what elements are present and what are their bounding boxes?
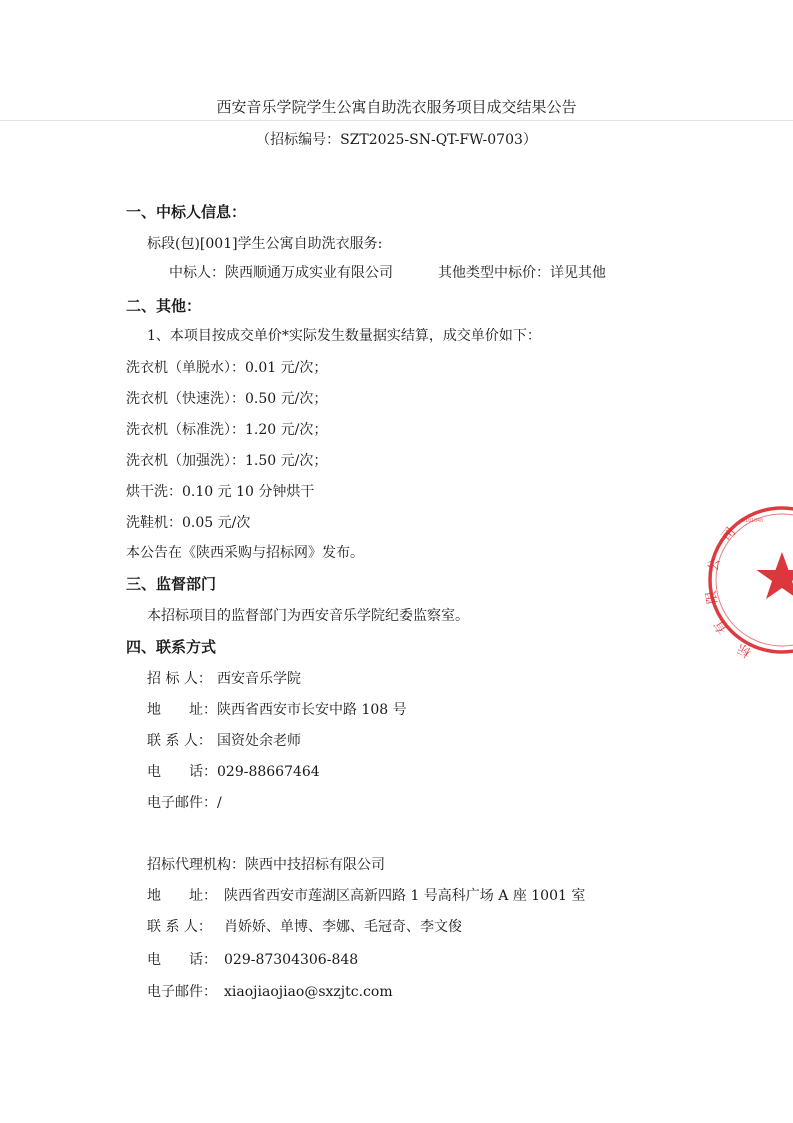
- agency-email: xiaojiaojiao@sxzjtc.com: [224, 984, 393, 1000]
- tenderer-phone: 029-88667464: [217, 764, 320, 780]
- svg-text:6101040: 6101040: [742, 518, 764, 524]
- tenderer-contact-label: 联 系 人：: [147, 733, 212, 749]
- tenderer-email: /: [217, 795, 222, 811]
- settlement-intro: 1、本项目按成交单价*实际发生数量据实结算，成交单价如下：: [147, 328, 541, 344]
- agency-address-label: 地 址：: [147, 888, 217, 904]
- agency-phone: 029-87304306-848: [224, 952, 359, 968]
- official-seal: [702, 500, 793, 660]
- tenderer-name: 西安音乐学院: [217, 671, 301, 687]
- svg-text:司: 司: [719, 524, 740, 545]
- section-1-heading: 一、中标人信息：: [126, 203, 247, 221]
- winning-bidder: 中标人：陕西顺通万成实业有限公司: [169, 265, 393, 281]
- agency-phone-label: 电 话：: [147, 952, 217, 968]
- tenderer-address: 陕西省西安市长安中路 108 号: [217, 702, 407, 718]
- winning-price: 其他类型中标价：详见其他: [438, 265, 606, 281]
- price-item: 洗衣机（标准洗）：1.20 元/次；: [126, 422, 328, 438]
- price-item: 洗衣机（加强洗）：1.50 元/次；: [126, 453, 328, 469]
- svg-text:有: 有: [711, 617, 732, 637]
- tenderer-address-label: 地 址：: [147, 702, 217, 718]
- price-item: 洗衣机（单脱水）：0.01 元/次；: [126, 360, 328, 376]
- seal-star-icon: [757, 552, 793, 599]
- agency-email-label: 电子邮件：: [147, 984, 217, 1000]
- tenderer-email-label: 电子邮件：: [147, 795, 217, 811]
- section-2-heading: 二、其他：: [126, 297, 202, 315]
- price-item: 烘干洗：0.10 元 10 分钟烘干: [126, 484, 315, 500]
- publish-note: 本公告在《陕西采购与招标网》发布。: [126, 545, 364, 561]
- agency-contact-label: 联 系 人：: [147, 919, 212, 935]
- svg-text:限: 限: [703, 589, 721, 605]
- agency-address: 陕西省西安市莲湖区高新四路 1 号高科广场 A 座 1001 室: [224, 888, 586, 904]
- supervision-text: 本招标项目的监督部门为西安音乐学院纪委监察室。: [147, 608, 469, 624]
- svg-text:公: 公: [706, 557, 724, 573]
- svg-text:标: 标: [735, 640, 754, 660]
- price-item: 洗鞋机：0.05 元/次: [126, 515, 251, 531]
- lot-name: 标段(包)[001]学生公寓自助洗衣服务:: [147, 236, 383, 252]
- price-item: 洗衣机（快速洗）：0.50 元/次；: [126, 391, 328, 407]
- tenderer-phone-label: 电 话：: [147, 764, 217, 780]
- section-4-heading: 四、联系方式: [126, 638, 217, 656]
- section-3-heading: 三、监督部门: [126, 575, 217, 593]
- tenderer-contact: 国资处余老师: [217, 733, 301, 749]
- agency-contact: 肖娇娇、单博、李娜、毛冠奇、李文俊: [224, 919, 462, 935]
- bid-number: （招标编号：SZT2025-SN-QT-FW-0703）: [256, 132, 537, 148]
- page-top-rule: [0, 120, 793, 121]
- tenderer-name-label: 招 标 人：: [147, 671, 212, 687]
- agency-name-label: 招标代理机构：: [147, 857, 245, 873]
- agency-name: 陕西中技招标有限公司: [245, 857, 385, 873]
- document-title: 西安音乐学院学生公寓自助洗衣服务项目成交结果公告: [216, 98, 577, 116]
